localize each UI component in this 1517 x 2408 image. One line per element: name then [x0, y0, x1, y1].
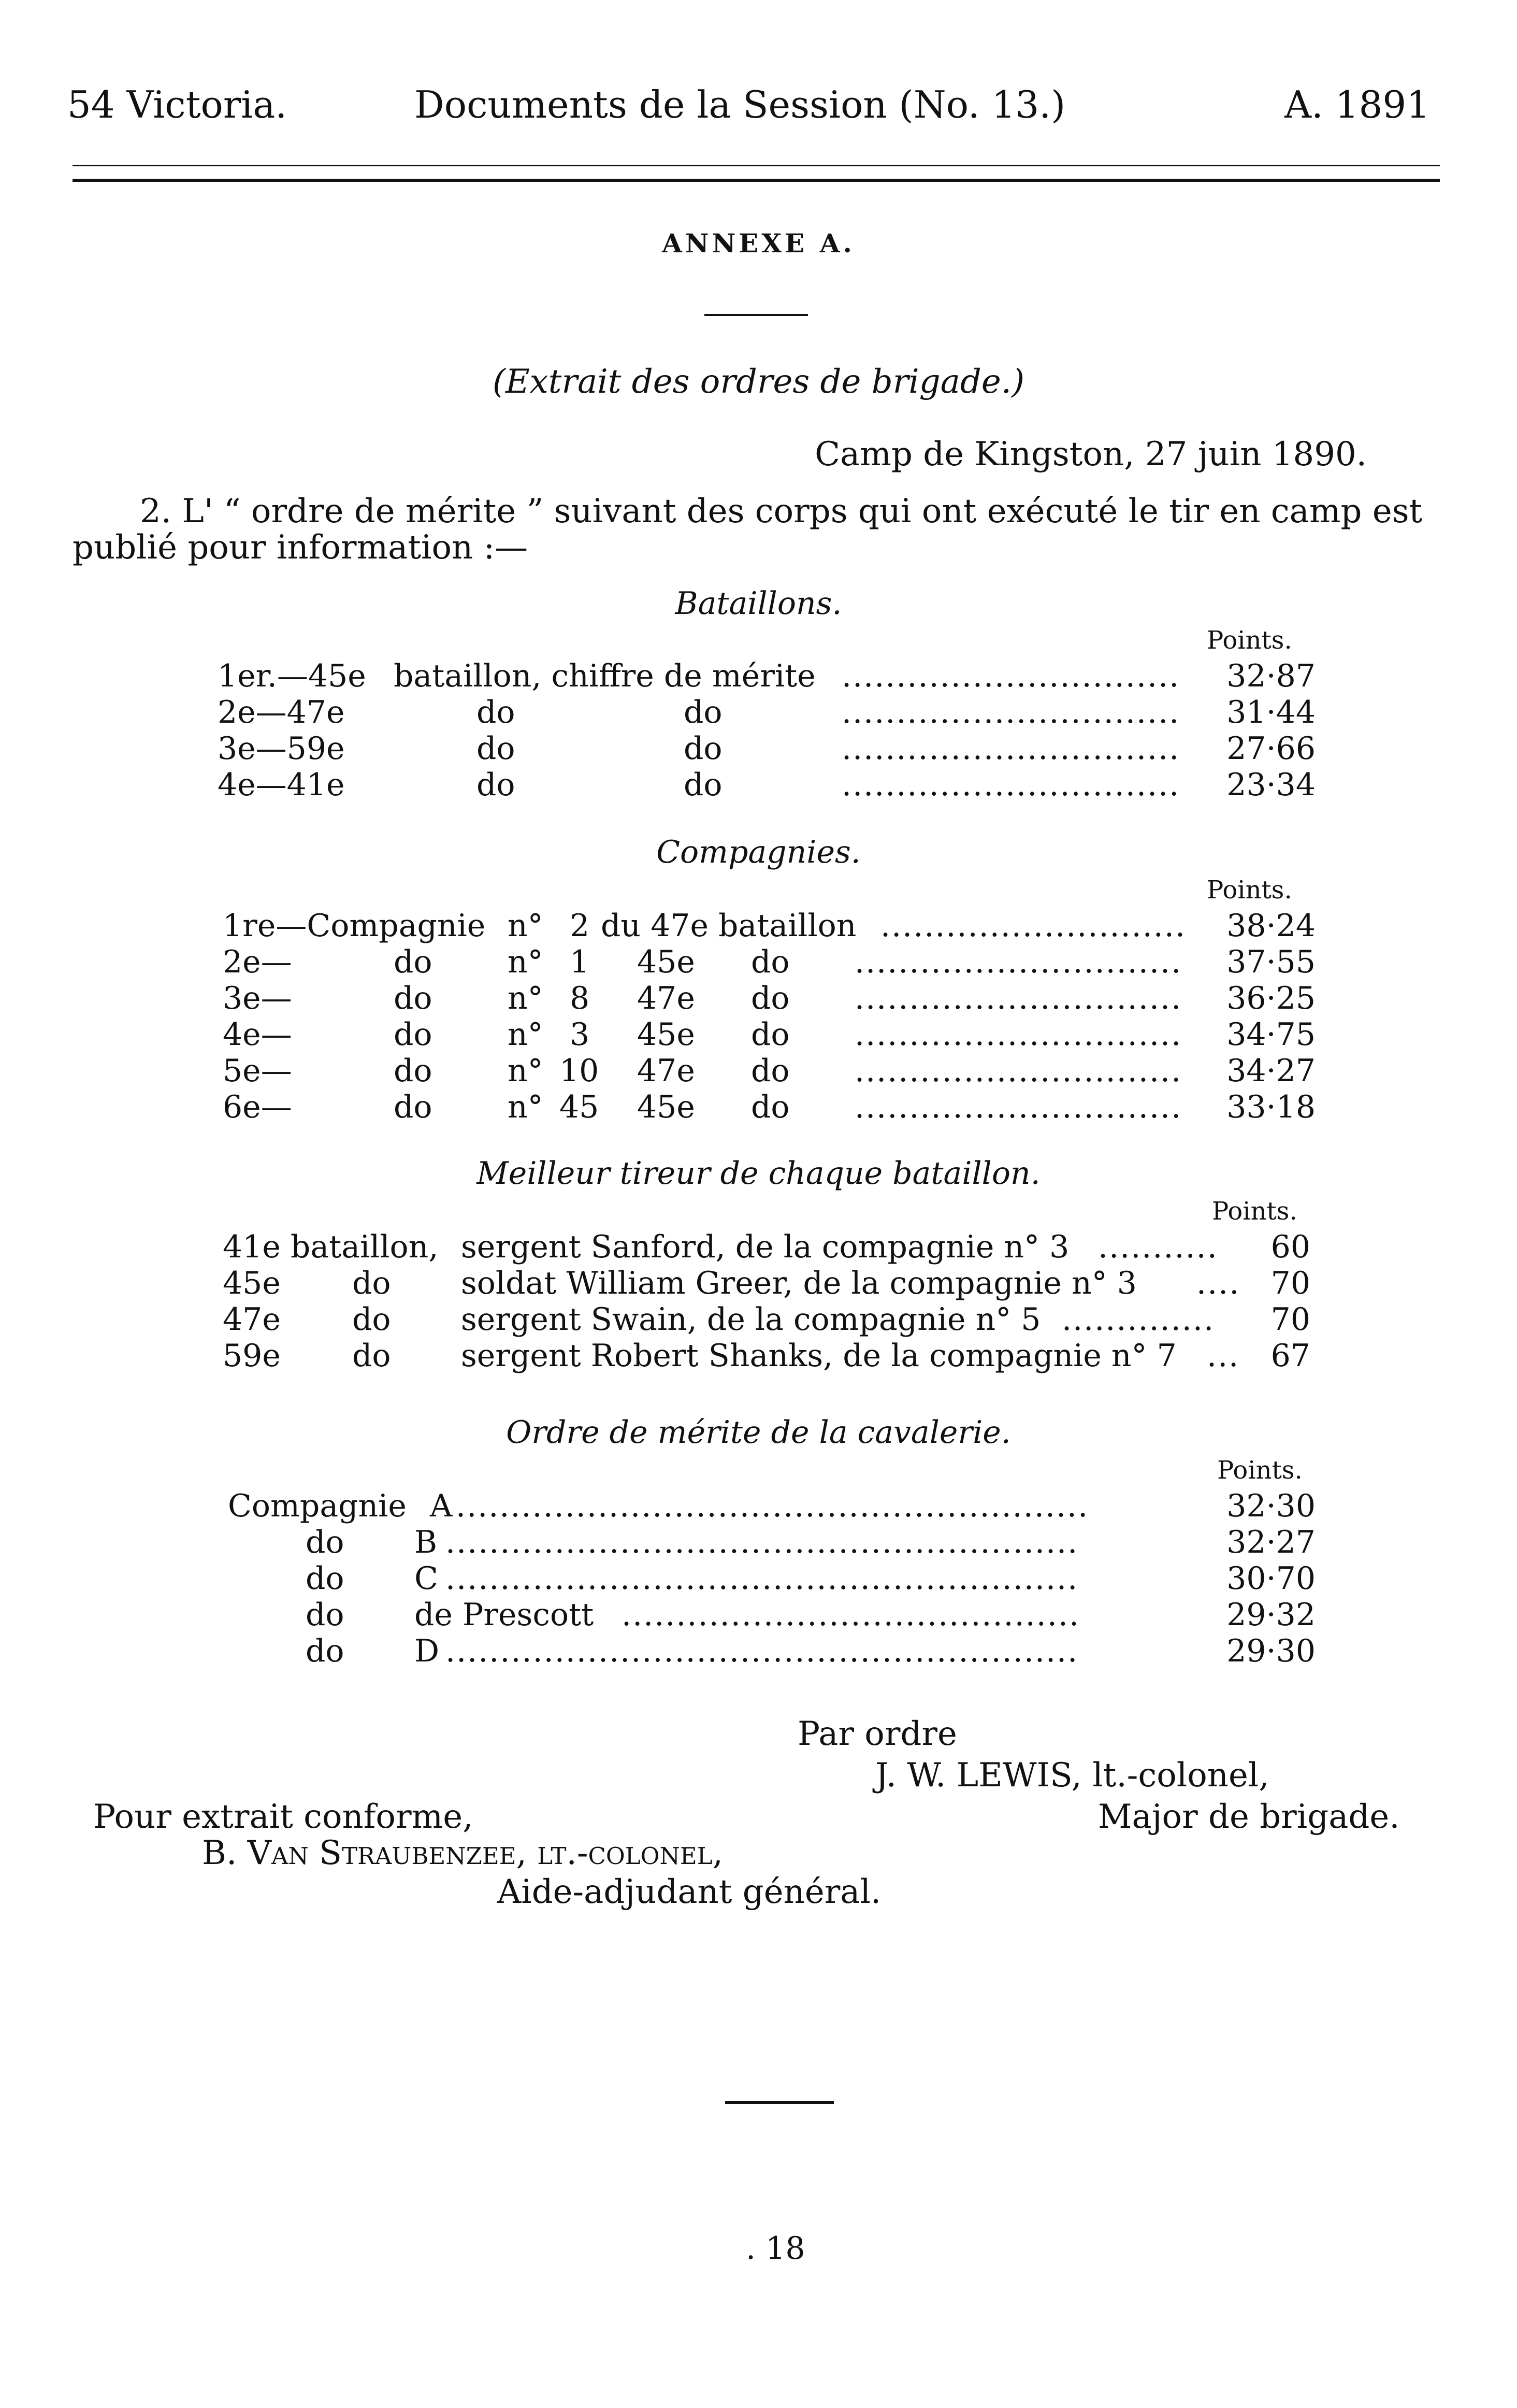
company-row: 3e— do n° 8 47e do .............................. 36·25	[223, 980, 1316, 1016]
best-shot-row: 45e do soldat William Greer, de la compagnie n° 3 .... 70	[223, 1265, 1310, 1301]
best-shot-points: 67	[1270, 1338, 1310, 1374]
header-right: A. 1891	[1284, 83, 1431, 126]
cavalry-row: Compagnie A .......................................................... 32·30	[228, 1488, 1316, 1524]
page-number: . 18	[746, 2230, 805, 2267]
company-points: 38·24	[1226, 908, 1316, 944]
companies-points-label: Points.	[1207, 876, 1292, 905]
signatory-2-name: B. Van Straubenzee, lt.-colonel,	[202, 1834, 724, 1872]
company-row: 2e— do n° 1 45e do .............................. 37·55	[223, 944, 1316, 980]
closing-rule	[725, 2101, 834, 2104]
cavalry-points: 29·30	[1226, 1633, 1316, 1669]
battalions-points-label: Points.	[1207, 626, 1292, 655]
cavalry-row: do C .......................................................... 30·70	[306, 1560, 1316, 1597]
battalion-points: 31·44	[1226, 694, 1316, 730]
best-shot-row: 41e bataillon, sergent Sanford, de la compagnie n° 3 ........... 60	[223, 1229, 1310, 1265]
intro-line-1: 2. L' “ ordre de mérite ” suivant des corps qui ont exécuté le tir en camp est	[140, 492, 1423, 531]
cavalry-points: 29·32	[1226, 1597, 1316, 1633]
company-points: 34·27	[1226, 1053, 1316, 1089]
best-shot-points: 70	[1270, 1265, 1310, 1301]
battalion-row: 4e—41e do do ............................... 23·34	[218, 767, 1316, 803]
best-shot-points: 70	[1270, 1301, 1310, 1338]
battalion-row: 3e—59e do do ............................... 27·66	[218, 730, 1316, 767]
title-divider	[704, 314, 808, 316]
best-shot-points: 60	[1270, 1229, 1310, 1265]
company-row: 6e— do n° 45 45e do .............................. 33·18	[223, 1089, 1316, 1125]
company-row: 1re—Compagnie n° 2 du 47e bataillon ............................ 38·24	[223, 908, 1316, 944]
companies-title: Compagnies.	[656, 834, 861, 870]
battalion-points: 27·66	[1226, 730, 1316, 767]
extract-note: (Extrait des ordres de brigade.)	[492, 363, 1025, 401]
best-shots-title: Meilleur tireur de chaque bataillon.	[476, 1155, 1041, 1192]
annexe-title: ANNEXE A.	[662, 228, 855, 259]
cavalry-title: Ordre de mérite de la cavalerie.	[506, 1414, 1011, 1451]
battalion-points: 23·34	[1226, 767, 1316, 803]
cavalry-row: do de Prescott .......................................... 29·32	[306, 1597, 1316, 1633]
company-points: 37·55	[1226, 944, 1316, 980]
company-points: 34·75	[1226, 1016, 1316, 1053]
intro-line-2: publié pour information :—	[73, 528, 528, 567]
signatory-1-name: J. W. LEWIS, lt.-colonel,	[875, 1756, 1269, 1795]
battalion-row: 1er.—45e bataillon, chiffre de mérite ............................... 32·87	[218, 658, 1316, 694]
company-row: 5e— do n° 10 47e do .............................. 34·27	[223, 1053, 1316, 1089]
battalion-points: 32·87	[1226, 658, 1316, 694]
header-center: Documents de la Session (No. 13.)	[414, 83, 1066, 126]
cavalry-points: 32·30	[1226, 1488, 1316, 1524]
header-rule-top	[73, 165, 1440, 166]
header-rule-bottom	[73, 179, 1440, 182]
dateline: Camp de Kingston, 27 juin 1890.	[815, 435, 1367, 474]
signatory-2-title: Aide-adjudant général.	[497, 1873, 882, 1911]
best-shot-row: 59e do sergent Robert Shanks, de la compagnie n° 7 ... 67	[223, 1338, 1310, 1374]
cavalry-points-label: Points.	[1217, 1456, 1303, 1485]
battalions-title: Bataillons.	[675, 585, 842, 622]
cavalry-points: 32·27	[1226, 1524, 1316, 1560]
signatory-1-title: Major de brigade.	[1098, 1798, 1400, 1836]
cavalry-row: do D .......................................................... 29·30	[306, 1633, 1316, 1669]
cavalry-row: do B .......................................................... 32·27	[306, 1524, 1316, 1560]
company-row: 4e— do n° 3 45e do .............................. 34·75	[223, 1016, 1316, 1053]
battalion-row: 2e—47e do do ............................... 31·44	[218, 694, 1316, 730]
best-shot-row: 47e do sergent Swain, de la compagnie n° 5 .............. 70	[223, 1301, 1310, 1338]
company-points: 36·25	[1226, 980, 1316, 1016]
company-points: 33·18	[1226, 1089, 1316, 1125]
best-shots-points-label: Points.	[1212, 1197, 1297, 1226]
cavalry-points: 30·70	[1226, 1560, 1316, 1597]
pour-extrait: Pour extrait conforme,	[93, 1798, 473, 1836]
par-ordre: Par ordre	[798, 1715, 957, 1753]
header-left: 54 Victoria.	[67, 83, 287, 126]
